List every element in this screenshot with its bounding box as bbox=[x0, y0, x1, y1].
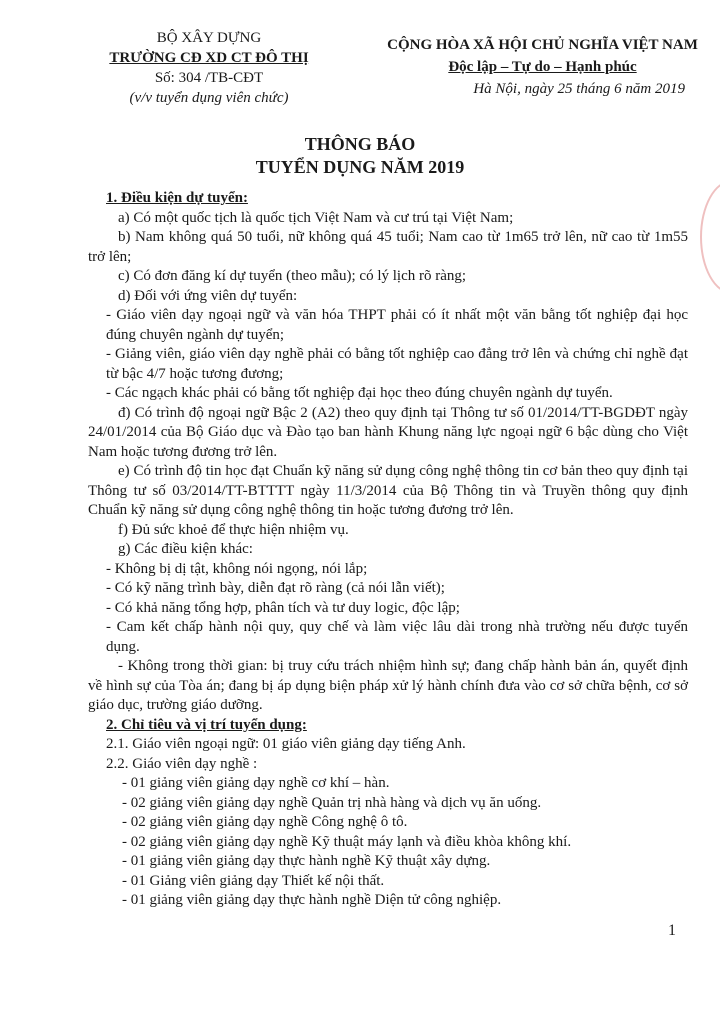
condition-dd: đ) Có trình độ ngoại ngữ Bậc 2 (A2) theo quy định tại Thông tư số 01/2014/TT-BGDĐT ngày 24/01/2014 của Bộ Giáo dục và Đào tạo ban hành Khung năng lực ngoại ngữ 6 bậc dùng cho Việt Nam hoặc tương đương trở lên. bbox=[88, 404, 688, 460]
vocational-position: - 02 giảng viên giảng dạy nghề Công nghệ ô tô. bbox=[122, 814, 408, 830]
vocational-position: - 02 giảng viên giảng dạy nghề Kỹ thuật máy lạnh và điều khòa không khí. bbox=[122, 833, 572, 850]
header-right bbox=[370, 34, 715, 100]
vocational-position: - 01 Giảng viên giảng dạy Thiết kế nội thất. bbox=[122, 872, 385, 889]
section-1-heading: 1. Điều kiện dự tuyển: bbox=[106, 190, 248, 206]
document-date: Hà Nội, ngày 25 tháng 6 năm 2019 bbox=[473, 81, 685, 97]
condition-d-2: - Giảng viên, giáo viên dạy nghề phải có bằng tốt nghiệp cao đẳng trở lên và chứng chỉ nghề đạt từ bậc 4/7 hoặc tương đương; bbox=[106, 346, 688, 382]
condition-f: f) Đủ sức khoẻ để thực hiện nhiệm vụ. bbox=[118, 521, 349, 538]
condition-e: e) Có trình độ tin học đạt Chuẩn kỹ năng sử dụng công nghệ thông tin cơ bản theo quy định tại Thông tư số 03/2014/TT-BTTTT ngày 11/3/2014 của Bộ Thông tin và Truyền thông quy định Chuẩn kỹ năng sử dụng công nghệ thông tin hoặc tương đương trở lên. bbox=[88, 463, 688, 518]
vocational-position: - 01 giảng viên giảng dạy thực hành nghề Kỹ thuật xây dựng. bbox=[122, 853, 491, 869]
document-title bbox=[0, 133, 720, 179]
title-line-2: TUYỂN DỤNG NĂM 2019 bbox=[255, 157, 465, 177]
page-number: 1 bbox=[668, 922, 676, 939]
vocational-position: - 01 giảng viên giảng dạy nghề cơ khí – hàn. bbox=[122, 775, 390, 791]
condition-d-1: - Giáo viên dạy ngoại ngữ và văn hóa THPT phải có ít nhất một văn bằng tốt nghiệp đại học đúng chuyên ngành dự tuyển; bbox=[106, 307, 688, 343]
condition-g: g) Các điều kiện khác: bbox=[118, 541, 253, 557]
document-number: Số: 304 /TB-CĐT bbox=[154, 70, 264, 86]
condition-c: c) Có đơn đăng kí dự tuyển (theo mẫu); có lý lịch rõ ràng; bbox=[118, 268, 467, 284]
header-left bbox=[84, 28, 334, 108]
condition-g-5: - Không trong thời gian: bị truy cứu trách nhiệm hình sự; đang chấp hành bản án, quyết định về hình sự của Tòa án; đang bị áp dụng biện pháp xử lý hành chính đưa vào cơ sở chữa bệnh, cơ sở giáo dục, trường giáo dưỡng. bbox=[88, 658, 688, 713]
school-name: TRƯỜNG CĐ XD CT ĐÔ THỊ bbox=[109, 50, 309, 66]
condition-g-2: - Có kỹ năng trình bày, diễn đạt rõ ràng (cả nói lẫn viết); bbox=[106, 580, 445, 596]
title-line-1: THÔNG BÁO bbox=[304, 134, 416, 154]
condition-d: d) Đối với ứng viên dự tuyển: bbox=[118, 287, 298, 304]
vocational-position: - 02 giảng viên giảng dạy nghề Quản trị nhà hàng và dịch vụ ăn uống. bbox=[122, 794, 542, 811]
condition-g-1: - Không bị dị tật, không nói ngọng, nói lắp; bbox=[106, 560, 368, 577]
position-2-1: 2.1. Giáo viên ngoại ngữ: 01 giáo viên giảng dạy tiếng Anh. bbox=[106, 736, 466, 752]
document-subject: (v/v tuyển dụng viên chức) bbox=[129, 90, 289, 106]
nation-name: CỘNG HÒA XÃ HỘI CHỦ NGHĨA VIỆT NAM bbox=[387, 37, 698, 53]
section-2-heading: 2. Chỉ tiêu và vị trí tuyển dụng: bbox=[106, 716, 307, 733]
document-body bbox=[88, 189, 688, 911]
condition-a: a) Có một quốc tịch là quốc tịch Việt Nam và cư trú tại Việt Nam; bbox=[118, 209, 514, 226]
condition-b: b) Nam không quá 50 tuổi, nữ không quá 45 tuổi; Nam cao từ 1m65 trở lên, nữ cao từ 1m55 trở lên; bbox=[88, 229, 688, 265]
red-stamp-mark bbox=[700, 180, 720, 294]
ministry-name: BỘ XÂY DỰNG bbox=[156, 30, 262, 46]
condition-g-3: - Có khả năng tổng hợp, phân tích và tư duy logic, độc lập; bbox=[106, 599, 460, 616]
condition-d-3: - Các ngạch khác phải có bằng tốt nghiệp đại học theo đúng chuyên ngành dự tuyển. bbox=[106, 385, 613, 401]
condition-g-4: - Cam kết chấp hành nội quy, quy chế và làm việc lâu dài trong nhà trường nếu được tuyển dụng. bbox=[106, 619, 688, 655]
position-2-2: 2.2. Giáo viên dạy nghề : bbox=[106, 755, 258, 772]
vocational-position: - 01 giảng viên giảng dạy thực hành nghề Diện tử công nghiệp. bbox=[122, 892, 502, 908]
national-motto: Độc lập – Tự do – Hạnh phúc bbox=[448, 59, 637, 75]
